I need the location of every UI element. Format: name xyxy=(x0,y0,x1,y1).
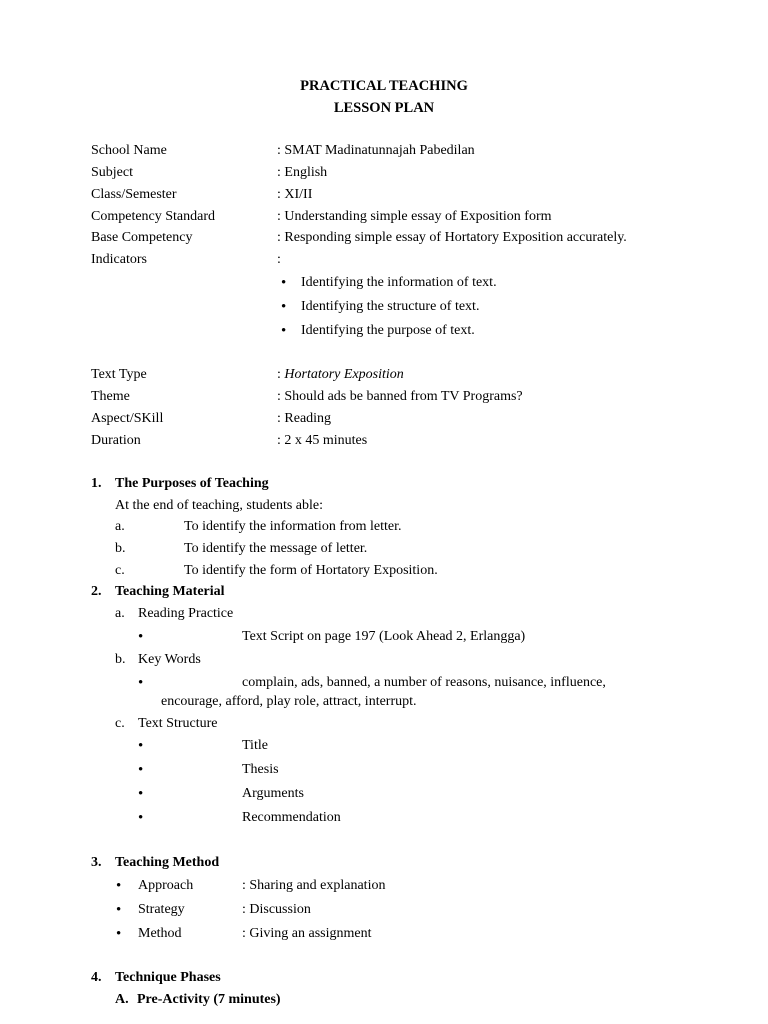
list-letter: a. xyxy=(115,606,125,621)
keywords-line: complain, ads, banned, a number of reasons, nuisance, influence, xyxy=(242,675,606,690)
method-label: Approach xyxy=(138,878,194,893)
info-label-aspect: Aspect/SKill xyxy=(91,411,164,426)
method-value: : Sharing and explanation xyxy=(242,878,386,893)
bullet-icon: • xyxy=(138,629,144,645)
section-heading-purposes: The Purposes of Teaching xyxy=(115,476,269,491)
info-label-competency: Competency Standard xyxy=(91,209,216,224)
info-value-competency: : Understanding simple essay of Exposition form xyxy=(277,209,552,224)
section-heading-technique: Technique Phases xyxy=(115,970,221,985)
info-value-class: : XI/II xyxy=(277,187,313,202)
bullet-icon: • xyxy=(116,878,122,894)
method-value: : Discussion xyxy=(242,902,311,917)
method-value: : Giving an assignment xyxy=(242,926,372,941)
info-label-school: School Name xyxy=(91,143,167,158)
list-item: To identify the information from letter. xyxy=(184,519,402,534)
subsection-label: Text Structure xyxy=(138,716,218,731)
bullet-icon: • xyxy=(138,675,144,691)
bullet-icon: • xyxy=(281,299,287,315)
list-letter: c. xyxy=(115,716,125,731)
info-value-school: : SMAT Madinatunnajah Pabedilan xyxy=(277,143,475,158)
list-letter: a. xyxy=(115,519,125,534)
info-value-duration: : 2 x 45 minutes xyxy=(277,433,368,448)
indicator-item: Identifying the information of text. xyxy=(301,275,497,290)
subsection-letter: A. xyxy=(115,992,129,1007)
bullet-icon: • xyxy=(116,902,122,918)
info-label-indicators: Indicators xyxy=(91,252,147,267)
subsection-label: Key Words xyxy=(138,652,201,667)
bullet-icon: • xyxy=(281,275,287,291)
info-label-base-competency: Base Competency xyxy=(91,230,193,245)
section-intro: At the end of teaching, students able: xyxy=(115,498,323,513)
list-item: Recommendation xyxy=(242,810,341,825)
keywords-line: encourage, afford, play role, attract, interrupt. xyxy=(161,694,417,709)
info-value-indicators: : xyxy=(277,252,281,267)
section-number: 2. xyxy=(91,584,102,599)
list-item: Title xyxy=(242,738,268,753)
bullet-icon: • xyxy=(138,786,144,802)
section-number: 4. xyxy=(91,970,102,985)
info-value-theme: : Should ads be banned from TV Programs? xyxy=(277,389,523,404)
info-label-theme: Theme xyxy=(91,389,130,404)
subsection-heading: Pre-Activity (7 minutes) xyxy=(137,992,281,1007)
list-letter: b. xyxy=(115,652,126,667)
info-value-text-type: : Hortatory Exposition xyxy=(277,367,404,382)
subsection-label: Reading Practice xyxy=(138,606,234,621)
section-heading-method: Teaching Method xyxy=(115,855,220,870)
bullet-icon: • xyxy=(281,323,287,339)
list-item: Arguments xyxy=(242,786,304,801)
section-number: 3. xyxy=(91,855,102,870)
bullet-icon: • xyxy=(138,738,144,754)
indicator-item: Identifying the purpose of text. xyxy=(301,323,475,338)
indicator-item: Identifying the structure of text. xyxy=(301,299,480,314)
info-value-subject: : English xyxy=(277,165,328,180)
section-number: 1. xyxy=(91,476,102,491)
info-value-base-competency: : Responding simple essay of Hortatory Exposition accurately. xyxy=(277,230,627,245)
list-letter: c. xyxy=(115,563,125,578)
section-heading-material: Teaching Material xyxy=(115,584,225,599)
list-item: To identify the form of Hortatory Exposition. xyxy=(184,563,438,578)
bullet-icon: • xyxy=(138,810,144,826)
bullet-icon: • xyxy=(116,926,122,942)
method-label: Strategy xyxy=(138,902,185,917)
bullet-icon: • xyxy=(138,762,144,778)
info-value-aspect: : Reading xyxy=(277,411,332,426)
page-title: PRACTICAL TEACHING xyxy=(300,78,468,94)
method-label: Method xyxy=(138,926,182,941)
info-label-duration: Duration xyxy=(91,433,141,448)
info-label-text-type: Text Type xyxy=(91,367,147,382)
list-letter: b. xyxy=(115,541,126,556)
info-label-subject: Subject xyxy=(91,165,133,180)
list-item: Text Script on page 197 (Look Ahead 2, Erlangga) xyxy=(242,629,526,644)
list-item: Thesis xyxy=(242,762,279,777)
list-item: To identify the message of letter. xyxy=(184,541,368,556)
page-subtitle: LESSON PLAN xyxy=(333,100,435,116)
info-label-class: Class/Semester xyxy=(91,187,177,202)
